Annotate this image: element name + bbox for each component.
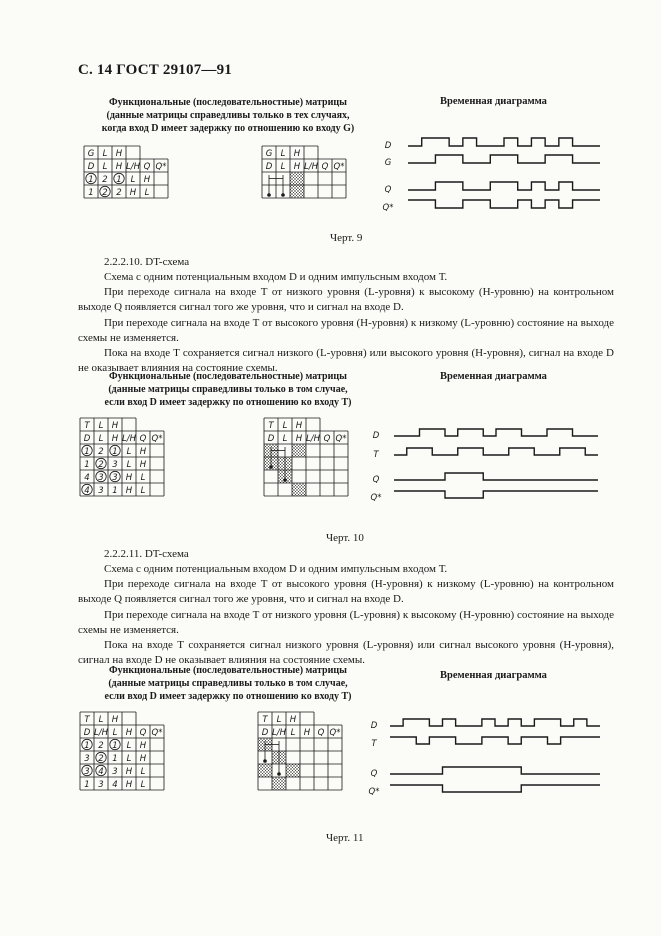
cell-text: H xyxy=(139,460,147,470)
header-cell: L xyxy=(102,162,108,172)
cell-text: 4 xyxy=(84,486,90,496)
header-cell: H xyxy=(125,728,133,738)
header-cell: L xyxy=(280,149,286,159)
hatched-cell xyxy=(258,764,272,777)
cell-text: 3 xyxy=(98,486,104,496)
signal-label: T xyxy=(371,739,377,749)
header-cell: Q xyxy=(139,434,147,444)
header-cell: D xyxy=(267,434,275,444)
cell-text: H xyxy=(125,767,133,777)
header-cell: L/H xyxy=(306,434,320,444)
cell-text: H xyxy=(125,486,133,496)
matrix-title-line: (данные матрицы справедливы только в тех случаях, xyxy=(106,110,350,121)
signal-waveform xyxy=(390,767,600,774)
timing-diagram-10 xyxy=(368,422,608,506)
cell-text: L xyxy=(126,460,132,470)
header-cell: L xyxy=(112,728,118,738)
signal-waveform xyxy=(390,737,600,744)
section-body-11 xyxy=(78,562,614,668)
header-cell: L xyxy=(280,162,286,172)
header-cell: D xyxy=(83,728,91,738)
cell-text: 2 xyxy=(98,754,104,764)
cell-text: 1 xyxy=(84,447,90,457)
header-cell: L xyxy=(98,715,104,725)
header-cell: Q* xyxy=(151,728,163,738)
cell-text: 3 xyxy=(84,767,90,777)
cell-text: 3 xyxy=(112,767,118,777)
cell-text: 1 xyxy=(88,188,94,198)
header-cell: D xyxy=(261,728,269,738)
header-cell: H xyxy=(111,715,119,725)
header-cell: L/H xyxy=(126,162,140,172)
matrix-title-line: Функциональные (последовательностные) матрицы xyxy=(109,665,347,676)
header-cell: G xyxy=(87,149,95,159)
paragraph: При переходе сигнала на входе Т от высокого уровня (Н-уровня) к низкому (L-уровню) на контрольном выходе Q появляется сигнал того же уровня, что и сигнал на входе D. xyxy=(78,578,614,606)
timing-title-11: Временная диаграмма xyxy=(440,670,547,681)
signal-waveform xyxy=(394,491,598,498)
header-cell: Q xyxy=(317,728,325,738)
cell-text: L xyxy=(126,447,132,457)
header-cell: H xyxy=(303,728,311,738)
matrix-table-10b xyxy=(264,418,374,518)
matrix-title-line: Функциональные (последовательностные) матрицы xyxy=(109,371,347,382)
cell-text: 1 xyxy=(84,741,90,751)
cell-text: 1 xyxy=(112,741,118,751)
header-cell: L/H xyxy=(304,162,318,172)
matrix-title-line: (данные матрицы справедливы только в том случае, xyxy=(108,384,348,395)
header-cell: H xyxy=(111,434,119,444)
hatched-cell xyxy=(292,444,306,457)
dot-mark xyxy=(269,465,273,469)
header-cell: L xyxy=(276,715,282,725)
cell-text: 4 xyxy=(98,767,104,777)
cell-text: L xyxy=(126,741,132,751)
cell-text: H xyxy=(129,188,137,198)
hatched-cell xyxy=(272,777,286,790)
section-heading-10: 2.2.2.10. DT-схема xyxy=(104,256,190,268)
header-cell: Q* xyxy=(333,162,345,172)
signal-label: Q* xyxy=(370,493,382,503)
cell-text: 2 xyxy=(102,175,108,185)
header-cell: L xyxy=(98,434,104,444)
header-cell: L/H xyxy=(272,728,286,738)
matrix-table-9b xyxy=(262,146,362,216)
hatched-cell xyxy=(290,185,304,198)
dot-mark xyxy=(283,478,287,482)
matrix-title-line: Функциональные (последовательностные) матрицы xyxy=(109,97,347,108)
header-cell: H xyxy=(293,149,301,159)
signal-waveform xyxy=(394,448,598,455)
hatched-cell xyxy=(286,764,300,777)
hatched-cell xyxy=(290,172,304,185)
header-cell: Q xyxy=(321,162,329,172)
header-cell: Q* xyxy=(335,434,347,444)
cell-text: 3 xyxy=(98,780,104,790)
header-cell: H xyxy=(289,715,297,725)
header-cell: T xyxy=(84,421,90,431)
header-cell: L xyxy=(102,149,108,159)
page-header: С. 14 ГОСТ 29107—91 xyxy=(78,62,232,78)
cell-text: H xyxy=(139,741,147,751)
cell-text: 4 xyxy=(84,473,90,483)
dot-mark xyxy=(267,193,271,197)
cell-text: H xyxy=(125,473,133,483)
cell-text: 4 xyxy=(112,780,118,790)
section-body-10 xyxy=(78,270,614,376)
header-cell: Q xyxy=(323,434,331,444)
header-cell: H xyxy=(295,434,303,444)
timing-diagram-9 xyxy=(380,138,610,218)
header-cell: L/H xyxy=(94,728,108,738)
cell-text: 1 xyxy=(112,447,118,457)
hatched-cell xyxy=(292,483,306,496)
signal-label: D xyxy=(372,431,380,441)
section-heading-11: 2.2.2.11. DT-схема xyxy=(104,548,189,560)
cell-text: L xyxy=(140,780,146,790)
paragraph: Схема с одним потенциальным входом D и одним импульсным входом Т. xyxy=(104,271,448,283)
header-cell: T xyxy=(84,715,90,725)
paragraph: При переходе сигнала на входе Т от низкого уровня (L-уровня) к высокому (Н-уровню) состояние на выходе схемы не изменяется. xyxy=(78,608,614,636)
cell-text: L xyxy=(126,754,132,764)
header-cell: D xyxy=(87,162,95,172)
header-cell: L xyxy=(290,728,296,738)
signal-waveform xyxy=(394,429,598,436)
signal-waveform xyxy=(394,473,598,480)
signal-waveform xyxy=(408,138,600,146)
caption-11: Черт. 11 xyxy=(326,832,364,844)
header-cell: T xyxy=(268,421,274,431)
signal-label: G xyxy=(384,158,392,168)
header-cell: L xyxy=(282,421,288,431)
header-cell: L xyxy=(282,434,288,444)
signal-waveform xyxy=(408,155,600,163)
dot-mark xyxy=(277,772,281,776)
cell-text: L xyxy=(144,188,150,198)
timing-diagram-11 xyxy=(366,716,610,800)
header-cell: H xyxy=(293,162,301,172)
paragraph: Пока на входе Т сохраняется сигнал низкого (L-уровня) или высокого уровня (Н-уровня), сигнал на входе D не оказывает влияния на состояние схемы. xyxy=(78,347,614,375)
header-cell: H xyxy=(115,149,123,159)
matrix-title-line: когда вход D имеет задержку по отношению ко входу G) xyxy=(101,123,355,134)
header-cell: Q xyxy=(143,162,151,172)
cell-text: 1 xyxy=(84,460,90,470)
cell-text: 2 xyxy=(98,460,104,470)
cell-text: H xyxy=(125,780,133,790)
header-cell: T xyxy=(262,715,268,725)
cell-text: 3 xyxy=(112,473,118,483)
header-cell: H xyxy=(295,421,303,431)
signal-label: Q xyxy=(370,769,378,779)
cell-text: 2 xyxy=(98,741,104,751)
signal-label: D xyxy=(384,141,392,151)
cell-text: 3 xyxy=(84,754,90,764)
signal-waveform xyxy=(390,785,600,792)
paragraph: При переходе сигнала на входе Т от высокого уровня (Н-уровня) к низкому (L-уровню) состояние на выходе схемы не изменяется. xyxy=(78,316,614,344)
cell-text: L xyxy=(140,486,146,496)
header-cell: D xyxy=(83,434,91,444)
matrix-table-10a xyxy=(80,418,190,518)
header-cell: L xyxy=(98,421,104,431)
paragraph: При переходе сигнала на входе Т от низкого уровня (L-уровня) к высокому (Н-уровню) на контрольном выходе Q появляется сигнал того же уровня, что и сигнал на входе D. xyxy=(78,286,614,314)
caption-10: Черт. 10 xyxy=(326,532,364,544)
signal-waveform xyxy=(408,200,600,208)
cell-text: L xyxy=(130,175,136,185)
matrix-title-10 xyxy=(78,370,378,409)
matrix-title-line: если вход D имеет задержку по отношению ко входу Т) xyxy=(104,691,352,702)
matrix-table-11b xyxy=(258,712,368,812)
matrix-title-11 xyxy=(78,664,378,703)
cell-text: 1 xyxy=(116,175,122,185)
cell-text: 1 xyxy=(88,175,94,185)
signal-label: Q xyxy=(372,475,380,485)
matrix-table-11a xyxy=(80,712,190,812)
cell-text: 1 xyxy=(112,486,118,496)
header-cell: Q* xyxy=(329,728,341,738)
paragraph: Пока на входе Т сохраняется сигнал низкого уровня (L-уровня) или сигнал высокого уровня (Н-уровня), сигнал на входе D не оказывает влияния на состояние схемы. xyxy=(78,639,614,667)
cell-text: 3 xyxy=(112,460,118,470)
header-cell: Q* xyxy=(155,162,167,172)
matrix-title-line: (данные матрицы справедливы только в том случае, xyxy=(108,678,348,689)
signal-waveform xyxy=(408,182,600,190)
timing-title-10: Временная диаграмма xyxy=(440,371,547,382)
dot-mark xyxy=(263,759,267,763)
signal-label: T xyxy=(373,450,379,460)
cell-text: L xyxy=(140,473,146,483)
paragraph: Схема с одним потенциальным входом D и одним импульсным входом Т. xyxy=(104,563,448,575)
header-cell: L/H xyxy=(122,434,136,444)
dot-mark xyxy=(281,193,285,197)
signal-waveform xyxy=(390,719,600,726)
header-cell: D xyxy=(265,162,273,172)
timing-title-9: Временная диаграмма xyxy=(440,96,547,107)
cell-text: 1 xyxy=(112,754,118,764)
caption-9: Черт. 9 xyxy=(330,232,363,244)
cell-text: 1 xyxy=(84,780,90,790)
header-cell: Q* xyxy=(151,434,163,444)
cell-text: H xyxy=(139,754,147,764)
cell-text: H xyxy=(139,447,147,457)
matrix-title-line: если вход D имеет задержку по отношению ко входу Т) xyxy=(104,397,352,408)
matrix-table-9a xyxy=(84,146,184,216)
cell-text: 2 xyxy=(98,447,104,457)
signal-label: Q* xyxy=(382,203,394,213)
signal-label: Q* xyxy=(368,787,380,797)
cell-text: 2 xyxy=(116,188,122,198)
cell-text: L xyxy=(140,767,146,777)
matrix-title-9 xyxy=(78,96,378,135)
header-cell: Q xyxy=(139,728,147,738)
cell-text: H xyxy=(143,175,151,185)
cell-text: 3 xyxy=(98,473,104,483)
signal-label: Q xyxy=(384,185,392,195)
header-cell: H xyxy=(115,162,123,172)
signal-label: D xyxy=(370,721,378,731)
header-cell: H xyxy=(111,421,119,431)
header-cell: G xyxy=(265,149,273,159)
cell-text: 2 xyxy=(102,188,108,198)
